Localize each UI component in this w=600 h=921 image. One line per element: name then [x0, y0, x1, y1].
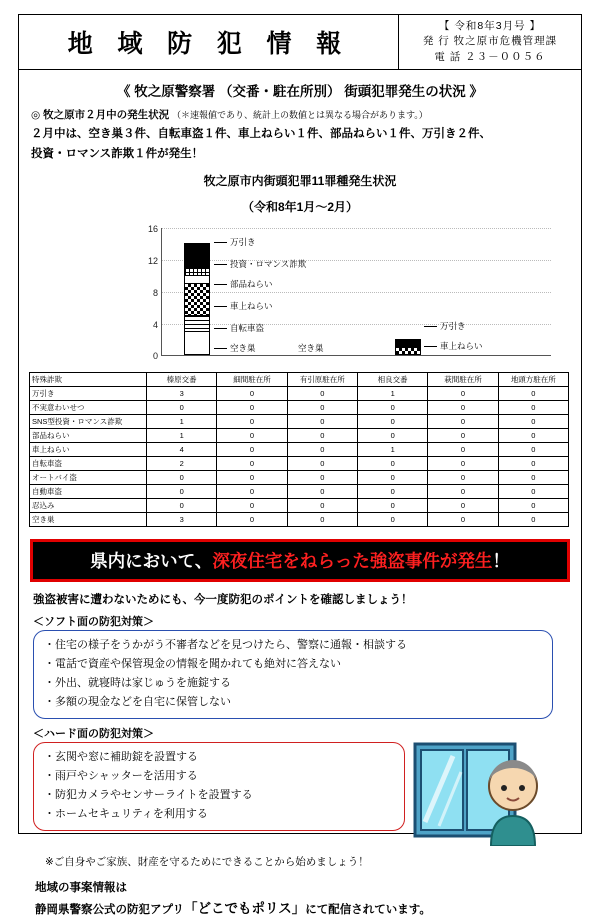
cell: 0 [147, 498, 217, 512]
ytick-4: 4 [152, 319, 158, 330]
soft-tips-box [33, 630, 553, 719]
cell: 0 [498, 442, 568, 456]
row-label: 忍込み [30, 498, 147, 512]
cell: 0 [287, 470, 357, 484]
cell: 0 [287, 512, 357, 526]
cell: 4 [147, 442, 217, 456]
cell: 0 [428, 470, 498, 484]
callout-buhin [214, 278, 273, 290]
flyer-page [18, 14, 582, 917]
table-row [30, 414, 569, 428]
cell: 0 [357, 400, 427, 414]
chart-subtitle: （令和8年1月～2月） [241, 199, 359, 214]
cell: 0 [217, 428, 287, 442]
callout-sagara-shajo-label: 車上ねらい [424, 341, 483, 351]
bar-seg-shajo [184, 283, 210, 315]
col-header-6: 地頭方駐在所 [498, 372, 568, 386]
callout-toshi-label: 投資・ロマンス詐欺 [214, 259, 306, 269]
footer-line-1: 地域の事案情報は [35, 881, 127, 894]
hard-tip-item: ・防犯カメラやセンサーライトを設置する [44, 789, 253, 802]
hard-tip-item: ・玄関や窓に補助錠を設置する [44, 750, 198, 763]
cell: 0 [287, 386, 357, 400]
callout-sagara-manbiki [424, 320, 466, 332]
callout-shajo-label: 車上ねらい [214, 301, 273, 311]
cell: 0 [217, 414, 287, 428]
status-line [31, 107, 571, 122]
soft-tip-item: ・住宅の様子をうかがう不審者などを見つけたら、警察に通報・相談する [44, 638, 407, 651]
body [19, 70, 581, 921]
cell: 0 [498, 456, 568, 470]
callout-jitensha [214, 322, 264, 334]
alert-text-part3: ！ [492, 550, 510, 571]
bar-seg-jitensha [184, 315, 210, 331]
cell: 0 [287, 484, 357, 498]
row-label: 万引き [30, 386, 147, 400]
table-row [30, 442, 569, 456]
status-line-text: ◎ 牧之原市２月中の発生状況 [31, 109, 170, 121]
cell: 0 [147, 470, 217, 484]
alert-banner [30, 539, 570, 582]
hard-section [29, 742, 571, 846]
gridline-8 [152, 287, 551, 298]
cell: 0 [498, 470, 568, 484]
table-row [30, 386, 569, 400]
publisher-label: 発 行 牧之原市危機管理課 [422, 35, 558, 48]
table-row [30, 456, 569, 470]
header-issue-block [398, 15, 581, 69]
chart-area [29, 220, 569, 370]
callout-akisu-label: 空き巣 [214, 343, 256, 353]
col-header-2: 細間駐在所 [217, 372, 287, 386]
cell: 0 [428, 498, 498, 512]
bar-seg-akisu [184, 331, 210, 355]
cell: 0 [287, 442, 357, 456]
cell: 0 [428, 512, 498, 526]
cell: 0 [428, 400, 498, 414]
ytick-0: 0 [152, 350, 158, 361]
table-row [30, 428, 569, 442]
col-header-4: 相良交番 [357, 372, 427, 386]
bar-sagara [395, 339, 421, 355]
cell: 0 [217, 386, 287, 400]
soft-tip-item: ・外出、就寝時は家じゅうを施錠する [44, 677, 231, 690]
callout-buhin-label: 部品ねらい [214, 279, 273, 289]
bar-seg-sagara-manbiki [395, 339, 421, 347]
row-label: 自転車盗 [30, 456, 147, 470]
section-subtitle: 《 牧之原警察署 （交番・駐在所別） 街頭犯罪発生の状況 》 [116, 84, 483, 99]
callout-akisu-2-label: 空き巣 [298, 342, 324, 353]
col-header-3: 有引原駐在所 [287, 372, 357, 386]
cell: 0 [217, 400, 287, 414]
cell: 0 [498, 498, 568, 512]
hard-heading: ＜ハード面の防犯対策＞ [33, 727, 154, 740]
status-line-note: （＊速報値であり、統計上の数値とは異なる場合があります。） [172, 110, 428, 120]
cell: 0 [428, 414, 498, 428]
cell: 0 [428, 442, 498, 456]
cell: 0 [357, 470, 427, 484]
chart-title: 牧之原市内街頭犯罪11罪種発生状況 [203, 173, 397, 188]
callout-jitensha-label: 自転車盗 [214, 323, 264, 333]
footer-line-2 [35, 898, 571, 921]
cell: 3 [147, 512, 217, 526]
cell: 1 [147, 428, 217, 442]
cell: 0 [287, 456, 357, 470]
alert-text-part2: 深夜住宅をねらった強盗事件が発生 [212, 550, 493, 571]
soft-heading: ＜ソフト面の防犯対策＞ [33, 615, 154, 628]
col-header-5: 萩間駐在所 [428, 372, 498, 386]
cell: 0 [217, 456, 287, 470]
cell: 0 [357, 498, 427, 512]
cell: 0 [357, 428, 427, 442]
issue-label: 【 令和8年3月号 】 [438, 20, 541, 33]
detail-line-2: 投資・ロマンス詐欺１件が発生！ [31, 147, 204, 160]
footer-block [35, 879, 571, 921]
bar-seg-buhin [184, 275, 210, 283]
col-header-1: 榛原交番 [147, 372, 217, 386]
hard-tip-item: ・ホームセキュリティを利用する [44, 808, 208, 821]
cell: 0 [287, 400, 357, 414]
callout-akisu [214, 342, 256, 354]
row-label: 自動車盗 [30, 484, 147, 498]
cell: 0 [498, 400, 568, 414]
cell: 0 [428, 386, 498, 400]
bar-haibara [184, 243, 210, 355]
cell: 0 [498, 428, 568, 442]
table-row [30, 400, 569, 414]
soft-tip-item: ・多額の現金などを自宅に保管しない [44, 696, 231, 709]
callout-manbiki-label: 万引き [214, 237, 256, 247]
table-row [30, 498, 569, 512]
cell: 0 [147, 484, 217, 498]
gridline-16 [147, 223, 551, 234]
cell: 0 [498, 414, 568, 428]
cell: 0 [217, 484, 287, 498]
footer-app-name: 「どこでもポリス」 [184, 901, 306, 917]
row-label: 部品ねらい [30, 428, 147, 442]
row-label: 車上ねらい [30, 442, 147, 456]
cell: 2 [147, 456, 217, 470]
bar-seg-manbiki [184, 243, 210, 267]
hard-tips-box [33, 742, 405, 831]
cell: 1 [357, 442, 427, 456]
ytick-8: 8 [152, 287, 158, 298]
ytick-16: 16 [147, 223, 158, 234]
illustration-svg [413, 742, 553, 846]
detail-line-1: ２月中は、空き巣３件、自転車盗１件、車上ねらい１件、部品ねらい１件、万引き２件、 [31, 128, 491, 140]
cell: 0 [498, 386, 568, 400]
cell: 0 [357, 414, 427, 428]
cell: 0 [428, 428, 498, 442]
callout-akisu-2 [298, 342, 324, 354]
cell: 0 [357, 512, 427, 526]
hard-tip-item: ・雨戸やシャッターを活用する [44, 769, 198, 782]
cell: 0 [217, 512, 287, 526]
note-text: ※ご自身やご家族、財産を守るためにできることから始めましょう！ [45, 855, 369, 868]
cell: 0 [428, 484, 498, 498]
cell: 0 [287, 414, 357, 428]
cell: 3 [147, 386, 217, 400]
footer-line-2b: にて配信されています。 [305, 904, 431, 917]
cell: 0 [287, 498, 357, 512]
cell: 0 [498, 512, 568, 526]
bar-seg-toshi-romance [184, 267, 210, 275]
cell: 0 [147, 400, 217, 414]
cell: 0 [428, 456, 498, 470]
row-label: SNS型投資・ロマンス詐欺 [30, 414, 147, 428]
cell: 1 [357, 386, 427, 400]
callout-sagara-manbiki-label: 万引き [424, 321, 466, 331]
row-label: 不実意わいせつ [30, 400, 147, 414]
cell: 0 [498, 484, 568, 498]
callout-manbiki [214, 236, 256, 248]
cell: 0 [217, 498, 287, 512]
table-row [30, 484, 569, 498]
bar-seg-sagara-shajo [395, 347, 421, 355]
table-header-row [30, 372, 569, 386]
footer-line-2a: 静岡県警察公式の防犯アプリ [35, 904, 185, 917]
callout-shajo [214, 300, 273, 312]
page-title: 地 域 防 犯 情 報 [67, 29, 350, 58]
callout-sagara-shajo [424, 340, 483, 352]
soft-tip-item: ・電話で資産や保管現金の情報を聞かれても絶対に答えない [44, 657, 341, 670]
ytick-12: 12 [147, 255, 158, 266]
row-label: 空き巣 [30, 512, 147, 526]
cell: 1 [147, 414, 217, 428]
cell: 0 [287, 428, 357, 442]
table-row [30, 470, 569, 484]
illustration-window-person [413, 742, 553, 846]
cell: 0 [217, 470, 287, 484]
col-header-0: 特殊詐欺 [30, 372, 147, 386]
table-row [30, 512, 569, 526]
stats-table [29, 372, 569, 527]
lead-text: 強盗被害に遭わないためにも、今一度防犯のポイントを確認しましょう！ [33, 593, 413, 606]
callout-toshi [214, 258, 306, 270]
header [19, 15, 581, 70]
row-label: オートバイ盗 [30, 470, 147, 484]
alert-text-part1: 県内において、 [90, 550, 213, 571]
cell: 0 [217, 442, 287, 456]
cell: 0 [357, 484, 427, 498]
cell: 0 [357, 456, 427, 470]
telephone-label: 電 話 ２３－００５６ [434, 50, 546, 63]
chart-plot [147, 223, 551, 361]
